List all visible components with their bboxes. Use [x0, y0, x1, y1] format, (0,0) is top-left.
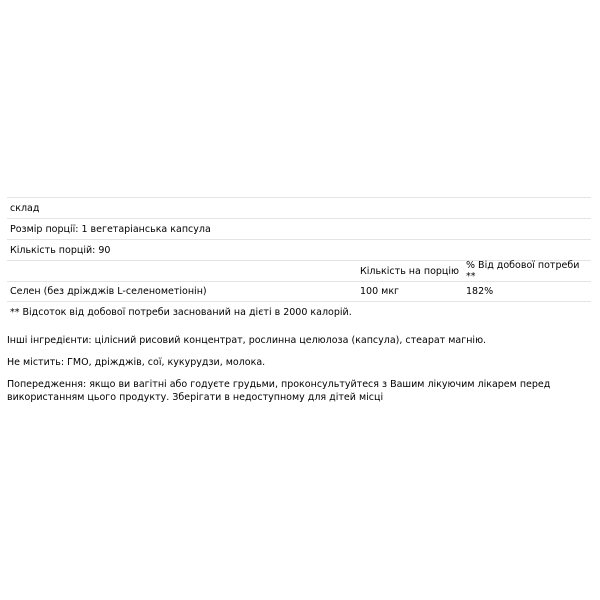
nutrient-daily-value: 182% [466, 286, 494, 297]
column-header-amount: Кількість на порцію [360, 265, 460, 277]
serving-size-row [7, 218, 591, 239]
serving-size: Розмір порції: 1 вегетаріанська капсула [10, 223, 211, 235]
servings-per-container: Кількість порцій: 90 [10, 244, 111, 256]
column-header-daily-value: % Від добової потреби ** [466, 260, 580, 282]
servings-per-container-row [7, 239, 591, 260]
footnote-row [7, 302, 591, 323]
facts-header: склад [10, 202, 40, 214]
nutrient-row [7, 281, 591, 302]
column-header-row [7, 260, 591, 281]
nutrient-amount: 100 мкг [360, 286, 400, 297]
footnote: ** Відсоток від добової потреби заснований на дієті в 2000 калорій. [10, 307, 352, 318]
warning-statement: Попередження: якщо ви вагітні або годуєте грудьми, проконсультуйтеся з Вашим лікуючим лікарем перед використанням цього продукту. Зберігати в недоступному для дітей місці [7, 379, 551, 403]
free-of-statement: Не містить: ГМО, дріжджів, сої, кукурудзи, молока. [7, 357, 266, 368]
nutrient-name: Селен (без дріжджів L-селенометіонін) [10, 286, 207, 297]
other-ingredients: Інші інгредієнти: цілісний рисовий концентрат, рослинна целюлоза (капсула), стеарат магнію. [7, 335, 487, 346]
facts-header-row [7, 197, 591, 218]
supplement-facts-table [7, 197, 591, 323]
